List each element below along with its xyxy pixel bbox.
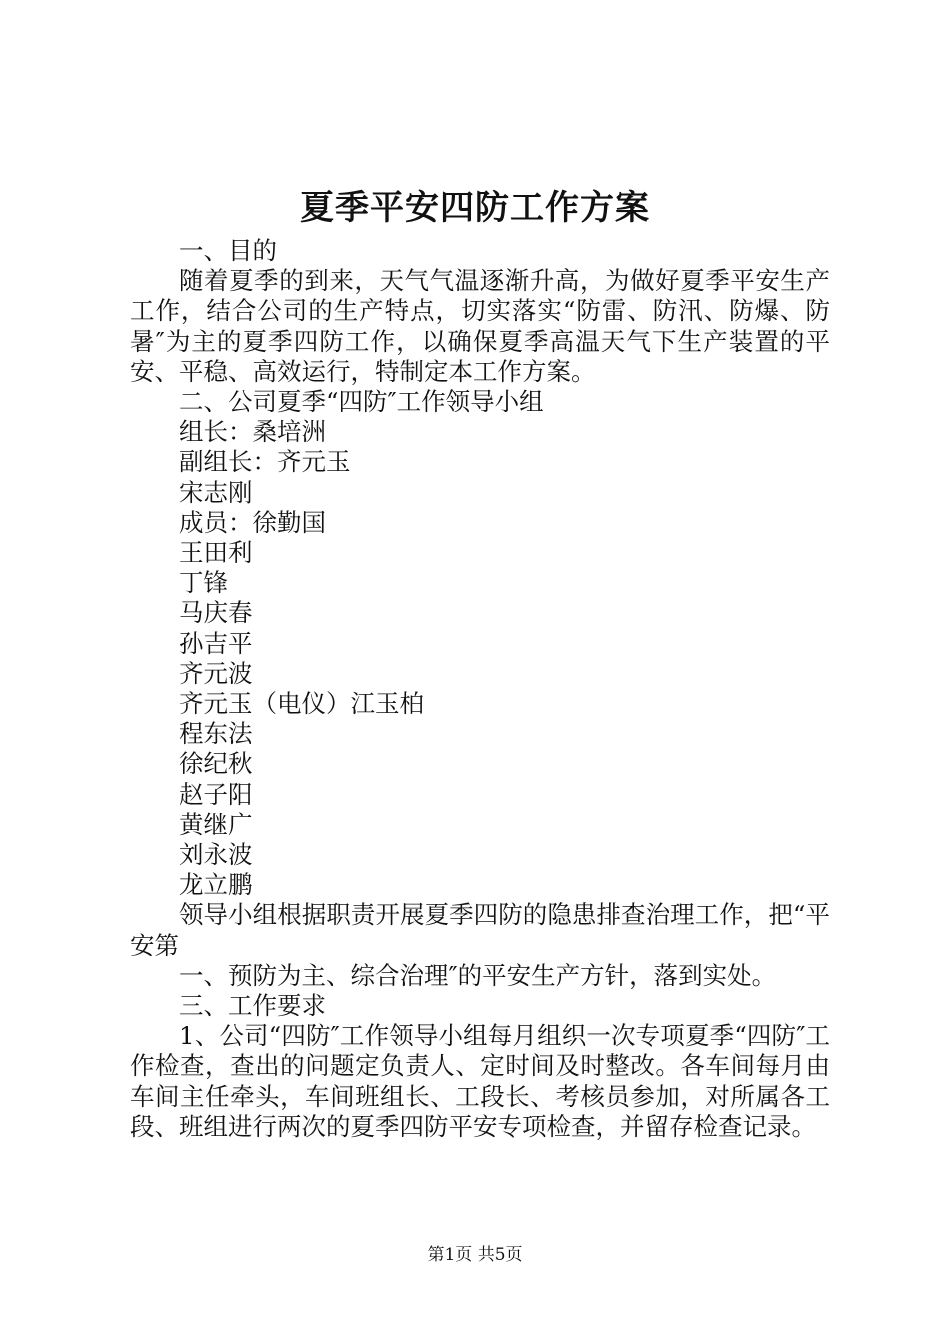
member-name: 刘永波 [179,840,253,870]
group-leader-line: 组长：桑培洲 [179,417,326,447]
deputy-leader-line: 副组长：齐元玉 [179,447,351,477]
requirement-paragraph-1: 1、公司“四防″工作领导小组每月组织一次专项夏季“四防″工作检查，查出的问题定负责人、定时间及时整改。各车间每月由车间主任牵头，车间班组长、工段长、考核员参加，对所属各工段、班组进行两次的夏季四防平安专项检查，并留存检查记录。 [130,1021,830,1141]
member-name: 黄继广 [179,809,253,839]
member-name: 马庆春 [179,598,253,628]
group-duty-paragraph: 领导小组根据职责开展夏季四防的隐患排查治理工作，把“平安第 [130,900,830,960]
document-body [130,236,830,1142]
member-name: 齐元玉（电仪）江玉柏 [179,689,424,719]
purpose-paragraph: 随着夏季的到来，天气气温逐渐升高，为做好夏季平安生产工作，结合公司的生产特点，切实落实“防雷、防汛、防爆、防暑″为主的夏季四防工作，以确保夏季高温天气下生产装置的平安、平稳、高效运行，特制定本工作方案。 [130,266,830,386]
section-heading-purpose: 一、目的 [179,236,277,265]
member-name: 徐纪秋 [179,749,253,779]
member-name: 龙立鹏 [179,870,253,900]
section-heading-leadership-group: 二、公司夏季“四防″工作领导小组 [179,387,544,417]
member-name: 赵子阳 [179,779,253,809]
member-name: 程东法 [179,719,253,749]
safety-policy-paragraph: 一、预防为主、综合治理″的平安生产方针，落到实处。 [179,960,777,990]
member-name: 王田利 [179,538,253,568]
member-name: 孙吉平 [179,628,253,658]
member-name: 宋志刚 [179,477,253,507]
page-footer: 第1页 共5页 [427,1245,523,1265]
document-title: 夏季平安四防工作方案 [300,188,650,228]
member-name: 齐元波 [179,658,253,688]
member-name: 丁锋 [179,568,228,598]
section-heading-work-requirements: 三、工作要求 [179,991,326,1021]
members-line: 成员：徐勤国 [179,507,326,537]
